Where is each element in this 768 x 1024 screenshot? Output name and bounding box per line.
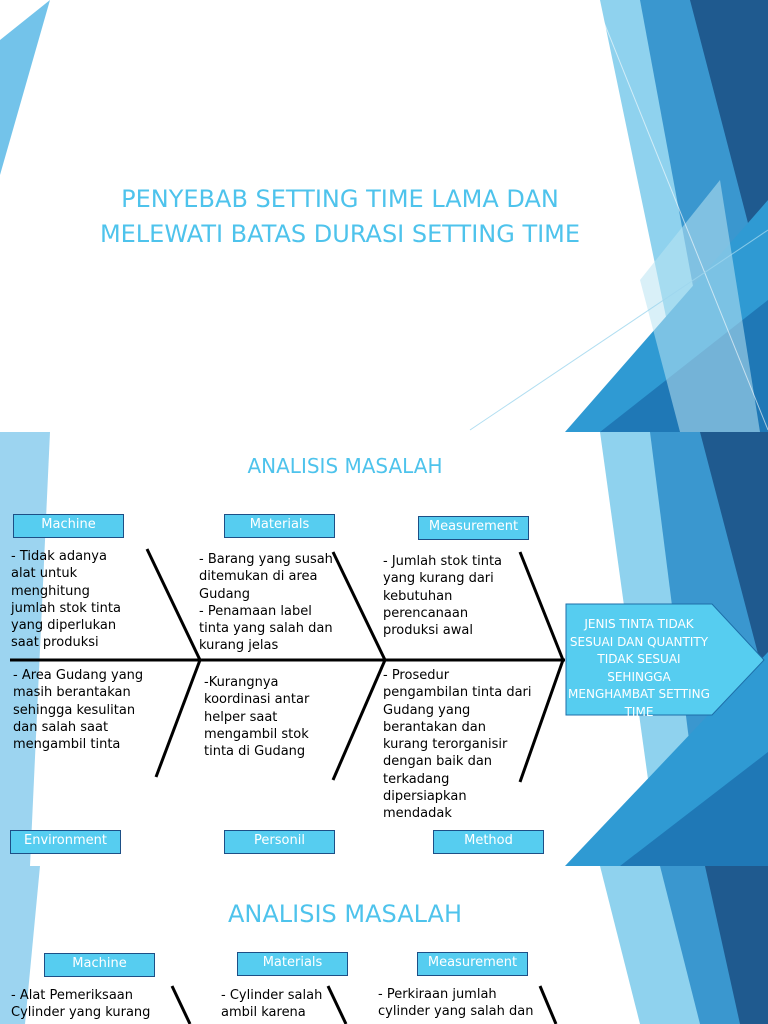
effect-text: JENIS TINTA TIDAK SESUAI DAN QUANTITY TIDAK SESUAI SEHINGGA MENGHAMBAT SETTING TIME [568,617,710,719]
label-machine: Machine [44,953,155,977]
bone-measurement [540,986,556,1024]
cause-method: - Prosedur pengambilan tinta dari Gudang yang berantakan dan kurang terorganisir dengan baik dan terkadang dipersiapkan mendadak [383,668,532,822]
label-materials: Materials [224,514,335,538]
label-measurement: Measurement [418,516,529,540]
label-environment: Environment [10,830,121,854]
slide-title [0,0,768,432]
label-personil: Personil [224,830,335,854]
bone-personil [333,660,385,780]
bone-machine [172,986,190,1024]
bone-machine [147,549,200,660]
cause-personil: -Kurangnya koordinasi antar helper saat mengambil stok tinta di Gudang [204,675,310,760]
slide-fishbone-1 [0,432,768,866]
bone-environment [156,660,200,777]
cause-environment: - Area Gudang yang masih berantakan sehingga kesulitan dan salah saat mengambil tinta [13,668,144,753]
label-materials: Materials [237,952,348,976]
cause-materials: - Cylinder salah ambil karena [221,988,323,1021]
label-machine: Machine [13,514,124,538]
cause-machine: - Alat Pemeriksaan Cylinder yang kurang [11,988,151,1021]
bone-measurement [520,552,563,660]
slide-title-text: PENYEBAB SETTING TIME LAMA DAN MELEWATI BATAS DURASI SETTING TIME [99,185,581,248]
slide-title-text: ANALISIS MASALAH [227,900,463,928]
label-measurement: Measurement [417,952,528,976]
slide-title-text: ANALISIS MASALAH [247,454,443,478]
bone-materials [333,552,385,660]
cause-measurement: - Perkiraan jumlah cylinder yang salah dan [378,987,534,1020]
cause-machine: - Tidak adanya alat untuk menghitung jumlah stok tinta yang diperlukan saat produksi [11,549,121,651]
cause-measurement: - Jumlah stok tinta yang kurang dari kebutuhan perencanaan produksi awal [383,554,503,639]
cause-materials: - Barang yang susah ditemukan di area Gudang - Penamaan label tinta yang salah dan kurang jelas [199,552,333,654]
slide-fishbone-2 [0,866,768,1024]
label-method: Method [433,830,544,854]
